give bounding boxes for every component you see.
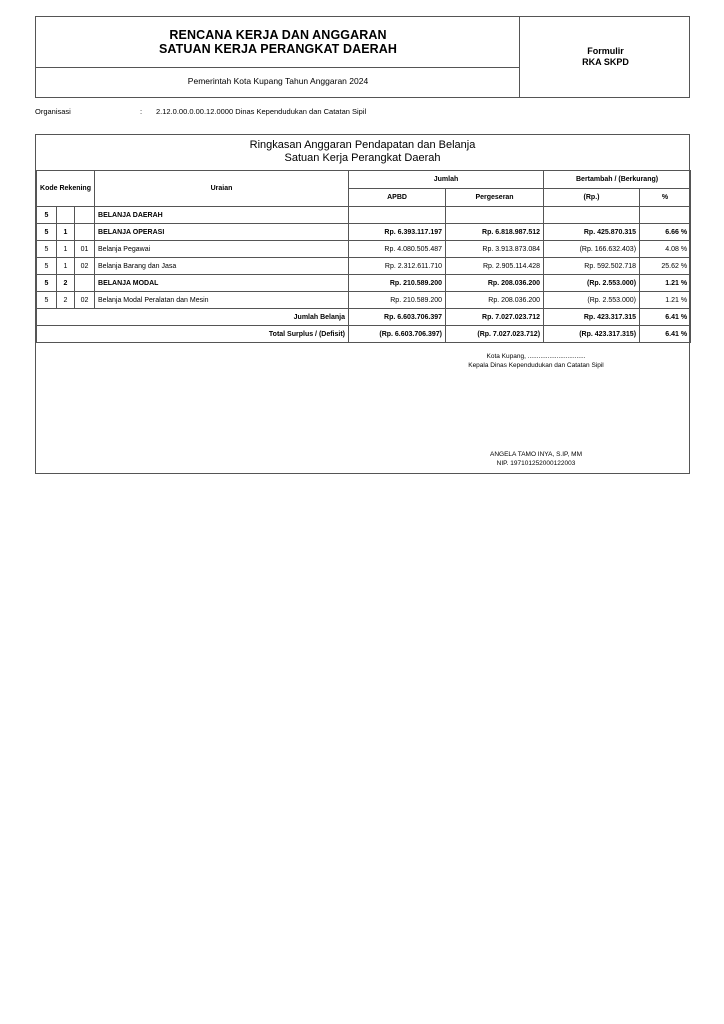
col-pct: %: [640, 189, 691, 207]
form-id-box: [521, 17, 690, 98]
kode-1: 5: [37, 224, 57, 241]
col-bertambah: Bertambah / (Berkurang): [544, 171, 691, 189]
selisih: Rp. 592.502.718: [544, 258, 640, 275]
signature-position: Kepala Dinas Kependudukan dan Catatan Sipil: [468, 362, 604, 369]
summary-box: [35, 134, 690, 474]
kode-2: [57, 207, 75, 224]
apbd: Rp. 4.080.505.487: [349, 241, 446, 258]
kode-3: 01: [75, 241, 95, 258]
selisih: (Rp. 2.553.000): [544, 292, 640, 309]
kode-2: 2: [57, 275, 75, 292]
selisih: (Rp. 2.553.000): [544, 275, 640, 292]
table-row: [37, 292, 691, 309]
persen: 1.21 %: [640, 275, 691, 292]
total-apbd: Rp. 6.603.706.397: [349, 309, 446, 326]
kode-2: 2: [57, 292, 75, 309]
uraian: BELANJA DAERAH: [95, 207, 349, 224]
total-persen: 6.41 %: [640, 309, 691, 326]
persen: 4.08 %: [640, 241, 691, 258]
kode-3: [75, 275, 95, 292]
header-title: [36, 17, 520, 68]
total-row-jumlah-belanja: [37, 309, 691, 326]
apbd: [349, 207, 446, 224]
form-label: Formulir: [587, 46, 624, 56]
table-row: [37, 275, 691, 292]
kode-1: 5: [37, 275, 57, 292]
signature-name: ANGELA TAMO INYA, S.IP, MM: [490, 451, 582, 458]
total-row-surplus-defisit: [37, 326, 691, 343]
kode-3: [75, 224, 95, 241]
surplus-selisih: (Rp. 423.317.315): [544, 326, 640, 343]
signature-place-date: Kota Kupang, ................................: [486, 353, 586, 360]
header-left: [36, 17, 520, 98]
col-pergeseran: Pergeseran: [446, 189, 544, 207]
surplus-apbd: (Rp. 6.603.706.397): [349, 326, 446, 343]
organisasi-label: Organisasi: [35, 107, 71, 116]
kode-3: [75, 207, 95, 224]
title-line-1: RENCANA KERJA DAN ANGGARAN: [169, 28, 387, 42]
col-uraian: Uraian: [95, 171, 349, 207]
persen: 25.62 %: [640, 258, 691, 275]
persen: 6.66 %: [640, 224, 691, 241]
uraian: Belanja Modal Peralatan dan Mesin: [95, 292, 349, 309]
organisasi-colon: :: [140, 107, 143, 116]
apbd: Rp. 210.589.200: [349, 275, 446, 292]
uraian: BELANJA MODAL: [95, 275, 349, 292]
organisasi-value: 2.12.0.00.0.00.12.0000 Dinas Kependudukan dan Catatan Sipil: [156, 107, 367, 116]
persen: [640, 207, 691, 224]
selisih: (Rp. 166.632.403): [544, 241, 640, 258]
signature-nip: NIP. 197101252000122003: [496, 460, 576, 467]
uraian: BELANJA OPERASI: [95, 224, 349, 241]
pergeseran: Rp. 3.913.873.084: [446, 241, 544, 258]
summary-table: [36, 170, 691, 343]
header-subtitle: Pemerintah Kota Kupang Tahun Anggaran 2024: [187, 76, 369, 86]
selisih: [544, 207, 640, 224]
kode-1: 5: [37, 292, 57, 309]
pergeseran: Rp. 208.036.200: [446, 292, 544, 309]
form-code: RKA SKPD: [582, 57, 629, 67]
table-row: [37, 241, 691, 258]
table-row: [37, 207, 691, 224]
kode-2: 1: [57, 241, 75, 258]
form-header: [35, 16, 690, 98]
persen: 1.21 %: [640, 292, 691, 309]
uraian: Belanja Barang dan Jasa: [95, 258, 349, 275]
col-kode-rekening: Kode Rekening: [37, 171, 95, 207]
kode-1: 5: [37, 258, 57, 275]
pergeseran: Rp. 2.905.114.428: [446, 258, 544, 275]
surplus-label: Total Surplus / (Defisit): [37, 326, 349, 343]
kode-1: 5: [37, 207, 57, 224]
total-pergeseran: Rp. 7.027.023.712: [446, 309, 544, 326]
apbd: Rp. 210.589.200: [349, 292, 446, 309]
apbd: Rp. 6.393.117.197: [349, 224, 446, 241]
kode-2: 1: [57, 258, 75, 275]
selisih: Rp. 425.870.315: [544, 224, 640, 241]
apbd: Rp. 2.312.611.710: [349, 258, 446, 275]
table-row: [37, 224, 691, 241]
kode-3: 02: [75, 258, 95, 275]
kode-2: 1: [57, 224, 75, 241]
total-selisih: Rp. 423.317.315: [544, 309, 640, 326]
summary-title-line-1: Ringkasan Anggaran Pendapatan dan Belanja: [249, 139, 476, 151]
title-line-2: SATUAN KERJA PERANGKAT DAERAH: [158, 42, 398, 56]
pergeseran: Rp. 6.818.987.512: [446, 224, 544, 241]
kode-3: 02: [75, 292, 95, 309]
pergeseran: Rp. 208.036.200: [446, 275, 544, 292]
kode-1: 5: [37, 241, 57, 258]
pergeseran: [446, 207, 544, 224]
surplus-pergeseran: (Rp. 7.027.023.712): [446, 326, 544, 343]
col-rp: (Rp.): [544, 189, 640, 207]
col-apbd: APBD: [349, 189, 446, 207]
summary-title-line-2: Satuan Kerja Perangkat Daerah: [284, 152, 441, 164]
uraian: Belanja Pegawai: [95, 241, 349, 258]
col-jumlah: Jumlah: [349, 171, 544, 189]
table-row: [37, 258, 691, 275]
summary-title: [36, 139, 689, 165]
total-label: Jumlah Belanja: [37, 309, 349, 326]
surplus-persen: 6.41 %: [640, 326, 691, 343]
